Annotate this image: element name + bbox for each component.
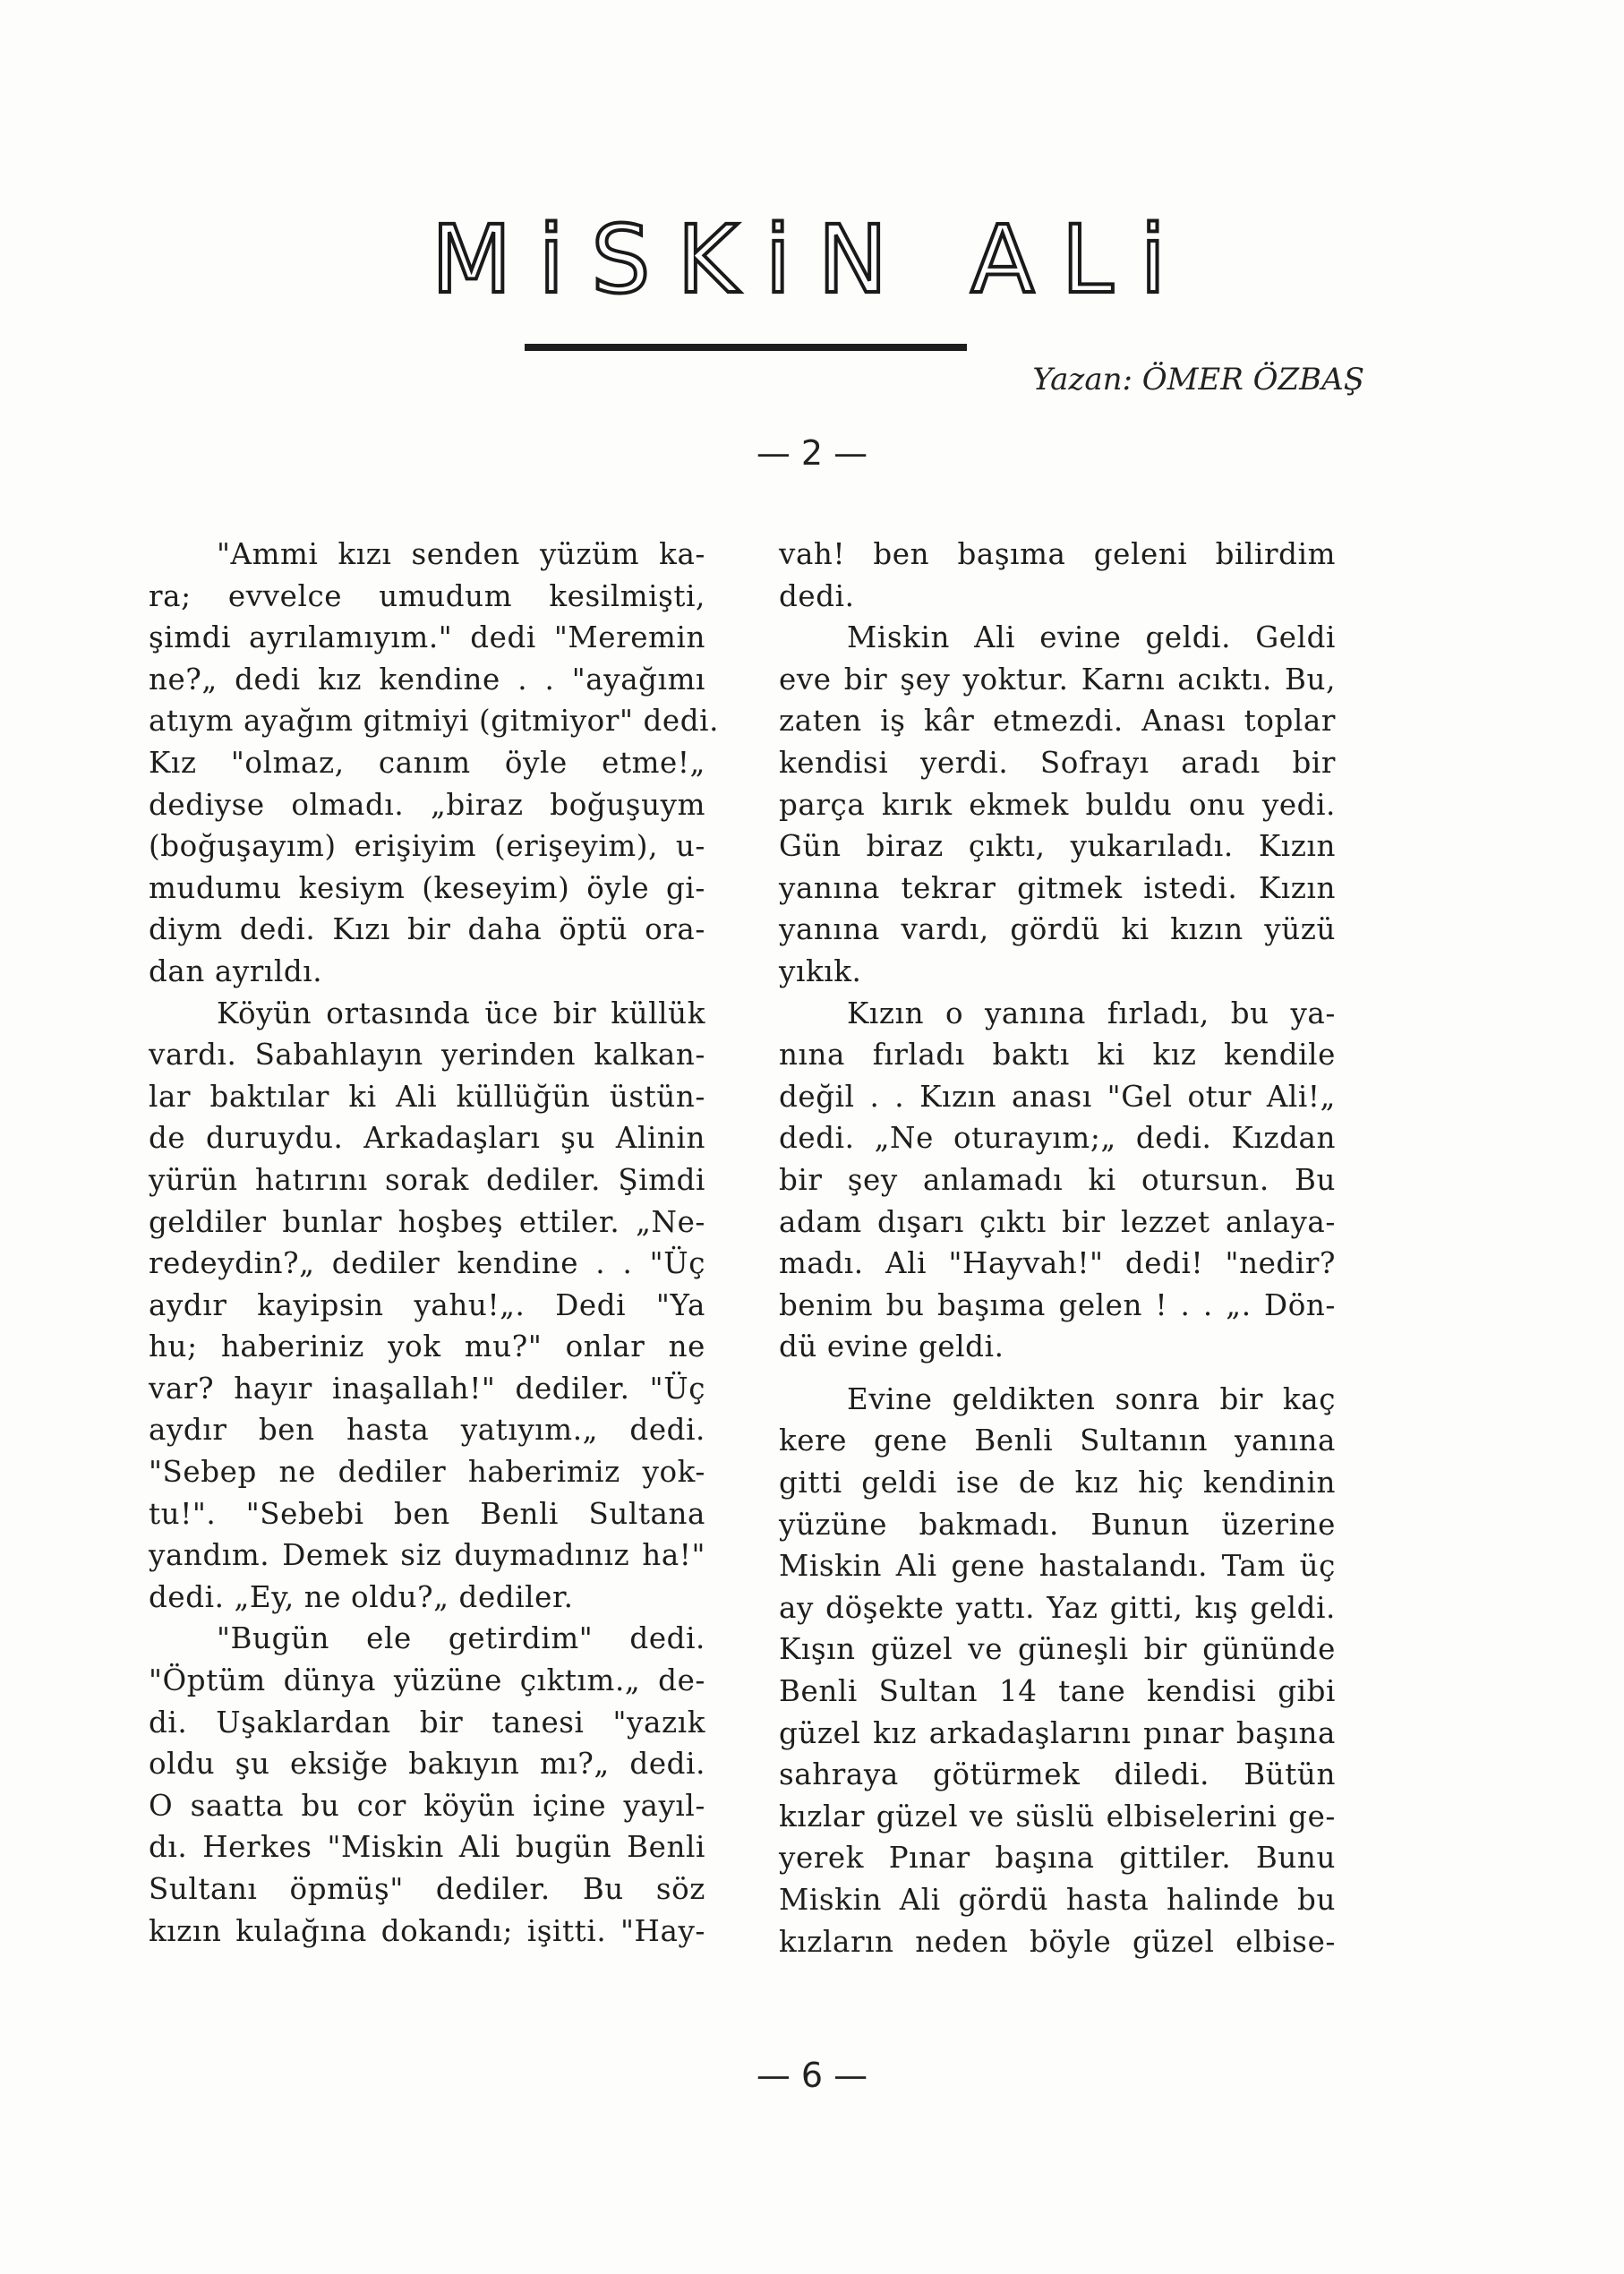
text-line: de duruydu. Arkadaşları şu Alinin xyxy=(149,1121,705,1156)
text-line: Miskin Ali evine geldi. Geldi xyxy=(847,620,1336,655)
text-line: lar baktılar ki Ali küllüğün üstün- xyxy=(149,1079,705,1114)
left-text-column xyxy=(149,534,720,1952)
text-line: Köyün ortasında üce bir küllük xyxy=(217,996,705,1030)
text-line: diym dedi. Kızı bir daha öptü ora- xyxy=(149,912,705,947)
text-line: mudumu kesiym (keseyim) öyle gi- xyxy=(149,870,705,905)
text-line: ne?„ dedi kız kendine . . "ayağımı xyxy=(149,662,705,697)
text-line: kızın kulağına dokandı; işitti. "Hay- xyxy=(149,1913,705,1948)
text-line: Gün biraz çıktı, yukarıladı. Kızın xyxy=(779,829,1336,864)
right-text-column xyxy=(779,534,1336,1962)
text-line: parça kırık ekmek buldu onu yedi. xyxy=(779,787,1336,822)
text-line: vah! ben başıma geleni bilirdim xyxy=(779,537,1336,571)
text-line: yüzüne bakmadı. Bunun üzerine xyxy=(779,1507,1336,1542)
text-line: aydır kayipsin yahu!„. Dedi "Ya xyxy=(149,1287,705,1322)
text-line: "Öptüm dünya yüzüne çıktım.„ de- xyxy=(149,1663,705,1698)
text-line: "Bugün ele getirdim" dedi. xyxy=(217,1621,705,1656)
text-line: dediyse olmadı. „biraz boğuşuym xyxy=(149,787,705,822)
text-line: yıkık. xyxy=(779,953,862,988)
text-line: dedi. „Ne oturayım;„ dedi. Kızdan xyxy=(779,1121,1336,1156)
text-line: benim bu başıma gelen ! . . „. Dön- xyxy=(779,1287,1336,1322)
text-line: ra; evvelce umudum kesilmişti, xyxy=(149,578,705,613)
text-line: yanına tekrar gitmek istedi. Kızın xyxy=(779,870,1336,905)
text-line: şimdi ayrılamıyım." dedi "Meremin xyxy=(149,620,705,655)
text-line: kendisi yerdi. Sofrayı aradı bir xyxy=(779,745,1336,780)
text-line: dedi. xyxy=(779,578,855,613)
text-line: kızlar güzel ve süslü elbiselerini ge- xyxy=(779,1799,1336,1834)
story-title-text: MiSKiN ALi xyxy=(431,213,1193,312)
paragraph-gap xyxy=(779,1368,1336,1379)
text-line: dan ayrıldı. xyxy=(149,953,323,988)
text-line: gitti geldi ise de kız hiç kendinin xyxy=(779,1466,1336,1500)
text-line: Benli Sultan 14 tane kendisi gibi xyxy=(779,1674,1336,1709)
text-line: Miskin Ali gene hastalandı. Tam üç xyxy=(779,1549,1336,1584)
text-line: zaten iş kâr etmezdi. Anası toplar xyxy=(779,704,1336,739)
author-byline: Yazan: ÖMER ÖZBAŞ xyxy=(1032,362,1364,398)
text-line: vardı. Sabahlayın yerinden kalkan- xyxy=(149,1038,705,1073)
text-line: "Ammi kızı senden yüzüm ka- xyxy=(217,537,705,571)
text-line: geldiler bunlar hoşbeş ettiler. „Ne- xyxy=(149,1204,705,1239)
text-line: yandım. Demek siz duymadınız ha!" xyxy=(149,1538,705,1573)
text-line: güzel kız arkadaşlarını pınar başına xyxy=(779,1715,1336,1750)
text-line: di. Uşaklardan bir tanesi "yazık xyxy=(149,1705,705,1740)
story-title-outline xyxy=(382,213,1242,312)
text-line: oldu şu eksiğe bakıyın mı?„ dedi. xyxy=(149,1747,705,1782)
text-line: nına fırladı baktı ki kız kendile xyxy=(779,1038,1336,1073)
text-line: Evine geldikten sonra bir kaç xyxy=(847,1381,1336,1416)
text-line: Sultanı öpmüş" dediler. Bu söz xyxy=(149,1872,705,1906)
text-line: tu!". "Sebebi ben Benli Sultana xyxy=(149,1496,705,1531)
text-line: atıym ayağım gitmiyi (gitmiyor" dedi. xyxy=(149,704,720,739)
text-line: madı. Ali "Hayvah!" dedi! "nedir? xyxy=(779,1246,1336,1281)
text-line: bir şey anlamadı ki otursun. Bu xyxy=(779,1162,1336,1197)
text-line: Miskin Ali gördü hasta halinde bu xyxy=(779,1883,1336,1917)
text-line: kızların neden böyle güzel elbise- xyxy=(779,1924,1336,1959)
text-line: Kızın o yanına fırladı, bu ya- xyxy=(847,996,1336,1030)
text-line: dü evine geldi. xyxy=(779,1329,1004,1364)
text-line: kere gene Benli Sultanın yanına xyxy=(779,1423,1336,1458)
text-line: O saatta bu cor köyün içine yayıl- xyxy=(149,1788,705,1823)
text-line: yürün hatırını sorak dediler. Şimdi xyxy=(149,1162,705,1197)
text-line: redeydin?„ dediler kendine . . "Üç xyxy=(149,1246,705,1281)
part-number: — 2 — xyxy=(756,433,868,473)
title-rule xyxy=(525,344,967,351)
text-line: dedi. „Ey, ne oldu?„ dediler. xyxy=(149,1579,574,1614)
text-line: ay döşekte yattı. Yaz gitti, kış geldi. xyxy=(779,1590,1336,1625)
page-number: — 6 — xyxy=(756,2056,868,2095)
text-line: "Sebep ne dediler haberimiz yok- xyxy=(149,1455,705,1490)
text-line: yerek Pınar başına gittiler. Bunu xyxy=(779,1841,1336,1876)
text-line: sahraya götürmek diledi. Bütün xyxy=(779,1757,1336,1792)
text-line: dı. Herkes "Miskin Ali bugün Benli xyxy=(149,1830,705,1865)
text-line: değil . . Kızın anası "Gel otur Ali!„ xyxy=(779,1079,1336,1114)
text-line: aydır ben hasta yatıyım.„ dedi. xyxy=(149,1413,705,1448)
text-line: adam dışarı çıktı bir lezzet anlaya- xyxy=(779,1204,1336,1239)
story-title xyxy=(0,213,1624,312)
text-line: yanına vardı, gördü ki kızın yüzü xyxy=(779,912,1336,947)
text-line: var? hayır inaşallah!" dediler. "Üç xyxy=(149,1371,705,1406)
text-line: Kız "olmaz, canım öyle etme!„ xyxy=(149,745,705,780)
text-line: eve bir şey yoktur. Karnı acıktı. Bu, xyxy=(779,662,1336,697)
text-line: Kışın güzel ve güneşli bir gününde xyxy=(779,1632,1336,1667)
text-line: hu; haberiniz yok mu?" onlar ne xyxy=(149,1329,705,1364)
text-line: (boğuşayım) erişiyim (erişeyim), u- xyxy=(149,829,705,864)
